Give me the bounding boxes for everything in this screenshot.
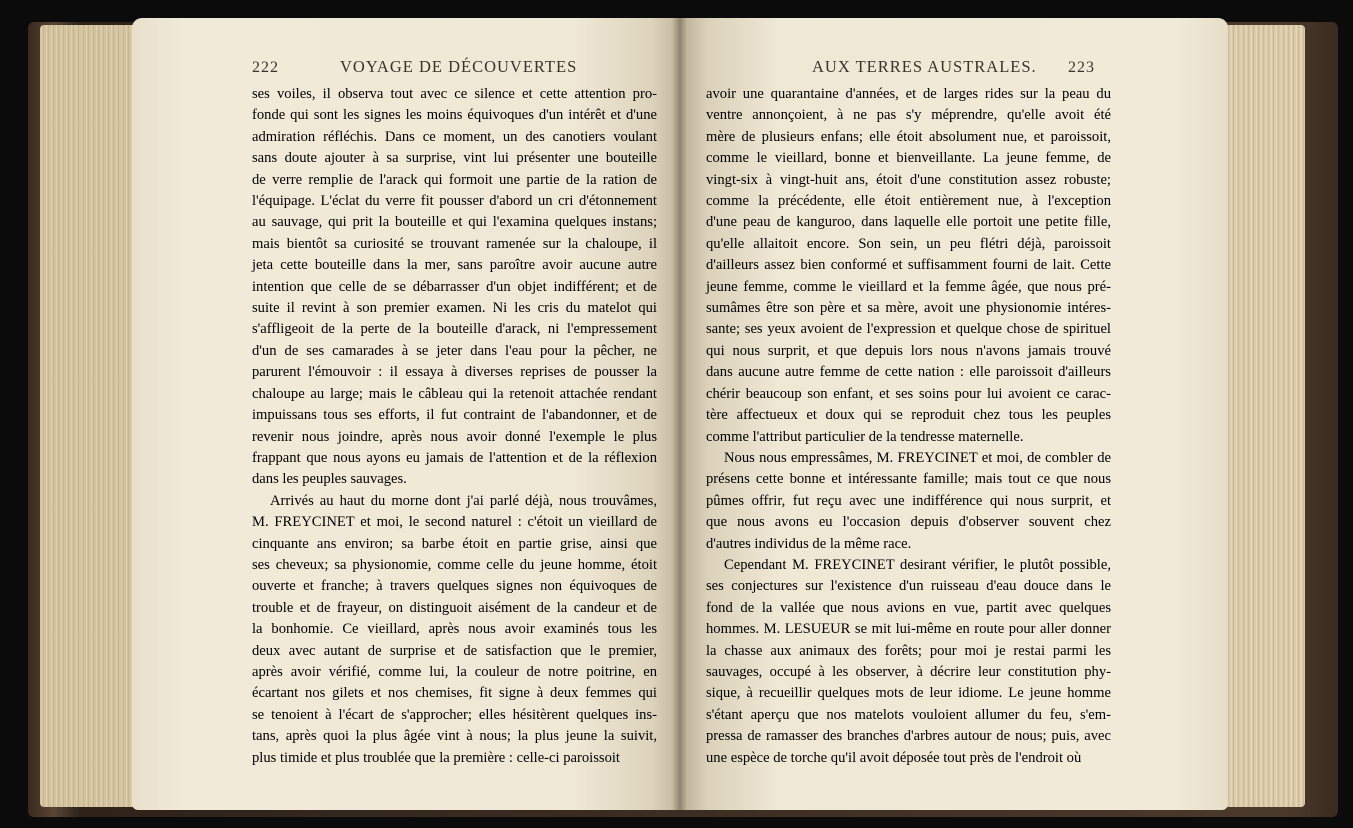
text-line: parurent l'émouvoir : il essaya à diverses reprises de pousser la (252, 364, 657, 381)
text-line: admiration réfléchis. Dans ce moment, un des canotiers voulant (252, 128, 657, 145)
text-line: qui nous surprit, et que depuis lors nous n'avons jamais trouvé (706, 342, 1111, 359)
text-line: d'un de ses camarades à se jeter dans l'eau pour la pêcher, ne (252, 342, 657, 359)
text-line: dans les peuples sauvages. (252, 471, 407, 488)
text-line: suite il revint à son premier examen. Ni les cris du matelot qui (252, 300, 657, 317)
text-line: sante; ses yeux avoient de l'expression et quelque chose de spirituel (706, 321, 1111, 338)
text-line: chaloupe au large; mais le câbleau qui la retenoit attachée rendant (252, 385, 657, 402)
text-line: dans aucune autre femme de cette nation : elle paroissoit d'ailleurs (706, 364, 1111, 381)
text-line: sique, à recueillir quelques mots de leur idiome. Le jeune homme (706, 685, 1111, 702)
text-line: trouble et de frayeur, on distinguoit aisément de la candeur et de (252, 599, 657, 616)
text-line: une espèce de torche qu'il avoit déposée tout près de l'endroit où (706, 749, 1082, 766)
text-line: M. FREYCINET et moi, le second naturel : c'étoit un vieillard de (252, 514, 657, 531)
text-line: fond de la vallée que nous avions en vue, partit avec quelques (706, 599, 1111, 616)
text-line: la chasse aux animaux des forêts; pour moi je restai parmi les (706, 642, 1111, 659)
text-line: après avoir vérifié, comme lui, la couleur de notre poitrine, en (252, 663, 657, 680)
text-line: tans, après quoi la plus âgée vint à nous; la plus jeune la suivit, (252, 728, 657, 745)
text-line: impuissans tous ses efforts, il fut contraint de l'abandonner, et de (252, 407, 657, 424)
text-line: revenir nous joindre, après nous avoir donné l'exemple le plus (252, 428, 657, 445)
right-page-body (706, 84, 1111, 769)
page-edges-right (1225, 25, 1305, 807)
text-line: d'autres individus de la même race. (706, 535, 912, 552)
text-line: qu'elle allaitoit encore. Son sein, un peu flétri déjà, paroissoit (706, 235, 1111, 252)
text-line: au sauvage, qui prit la bouteille et qui l'examina quelques instans; (252, 214, 657, 231)
text-line: sans doute ajouter à sa surprise, vint lui présenter une bouteille (252, 150, 657, 167)
text-line: jeune femme, comme le vieillard et la femme âgée, que nous pré- (706, 278, 1111, 295)
text-line: ouverte et franche; à travers quelques signes non équivoques de (252, 578, 657, 595)
text-line: plus timide et plus troublée que la première : celle-ci paroissoit (252, 749, 620, 766)
text-line: s'affligeoit de la perte de la bouteille d'arack, ni l'empressement (252, 321, 657, 338)
text-line: hommes. M. LESUEUR se mit lui-même en route pour aller donner (706, 621, 1111, 638)
left-running-head: VOYAGE DE DÉCOUVERTES (340, 57, 578, 76)
text-line: sauvages, occupé à les observer, à décrire leur constitution phy- (706, 663, 1111, 680)
text-line: ses voiles, il observa tout avec ce silence et cette attention pro- (252, 86, 657, 102)
book-gutter (672, 18, 688, 810)
left-page-body (252, 84, 657, 769)
text-line: avoir une quarantaine d'années, et de larges rides sur la peau du (706, 86, 1111, 102)
text-line: présens cette bonne et intéressante famille; mais tout ce que nous (706, 471, 1111, 488)
text-line: pressa de ramasser des branches d'arbres autour de nous; puis, avec (706, 728, 1111, 745)
text-line: frappant que nous ayons eu jamais de l'attention et de la réflexion (252, 449, 657, 466)
text-line: tère affectueux et doux qui se reproduit chez tous les peuples (706, 407, 1111, 424)
text-line: la bonhomie. Ce vieillard, après nous avoir examinés tous les (252, 621, 657, 638)
left-page-number: 222 (252, 59, 279, 76)
text-line: sumâmes être son père et sa mère, avoit une physionomie intéres- (706, 300, 1111, 317)
text-line: fonde qui sont les signes les moins équivoques d'un intérêt et d'une (252, 107, 657, 124)
text-line: mais bientôt sa curiosité se trouvant ramenée sur la chaloupe, il (252, 235, 657, 252)
text-line: s'étant aperçu que nos matelots vouloient allumer du feu, s'em- (706, 706, 1111, 723)
text-line: cinquante ans environ; sa barbe étoit en partie grise, ainsi que (252, 535, 657, 552)
text-line: Nous nous empressâmes, M. FREYCINET et moi, de combler de (724, 449, 1111, 466)
text-line: écartant nos gilets et nos chemises, fit signe à deux femmes qui (252, 685, 657, 702)
text-line: chérir beaucoup son enfant, et ses soins pour lui avoient ce carac- (706, 385, 1111, 402)
right-page-number: 223 (1068, 59, 1095, 76)
text-line: intention que celle de se débarrasser d'un objet indifférent; et de (252, 278, 657, 295)
text-line: jeta cette bouteille dans la mer, sans paroître avoir aucune autre (252, 257, 657, 274)
text-line: ventre annonçoient, à ne pas s'y méprendre, qu'elle avoit été (706, 107, 1111, 124)
text-line: ses conjectures sur l'existence d'un ruisseau d'eau douce dans le (706, 578, 1111, 595)
text-line: comme la précédente, elle étoit entièrement nue, à l'exception (706, 193, 1111, 210)
right-running-head: AUX TERRES AUSTRALES. (812, 57, 1037, 76)
text-line: d'ailleurs assez bien conformé et suffisamment fourni de lait. Cette (706, 257, 1111, 274)
text-line: de verre remplie de l'arack qui formoit une partie de la ration de (252, 171, 657, 188)
text-line: deux avec autant de surprise et de satisfaction que le premier, (252, 642, 657, 659)
text-line: que nous avons eu l'occasion depuis d'observer souvent chez (706, 514, 1111, 531)
text-line: comme l'attribut particulier de la tendresse maternelle. (706, 428, 1024, 445)
text-line: pûmes offrir, fut reçu avec une indifférence qui nous surprit, et (706, 492, 1111, 509)
text-line: l'équipage. L'éclat du verre fit pousser d'abord un cri d'étonnement (252, 193, 657, 210)
text-line: mère de plusieurs enfans; elle étoit absolument nue, et paroissoit, (706, 128, 1111, 145)
text-line: Arrivés au haut du morne dont j'ai parlé déjà, nous trouvâmes, (270, 492, 657, 509)
text-line: ses cheveux; sa physionomie, comme celle du jeune homme, étoit (252, 556, 657, 573)
text-line: Cependant M. FREYCINET desirant vérifier, le plutôt possible, (724, 556, 1111, 573)
text-line: d'une peau de kanguroo, dans laquelle elle portoit une petite fille, (706, 214, 1111, 231)
text-line: vingt-six à vingt-huit ans, étoit d'une constitution assez robuste; (706, 171, 1111, 188)
page-edges-left (40, 25, 135, 807)
text-line: comme le vieillard, bonne et bienveillante. La jeune femme, de (706, 150, 1111, 167)
text-line: se tenoient à l'écart de s'approcher; elles hésitèrent quelques ins- (252, 706, 657, 723)
